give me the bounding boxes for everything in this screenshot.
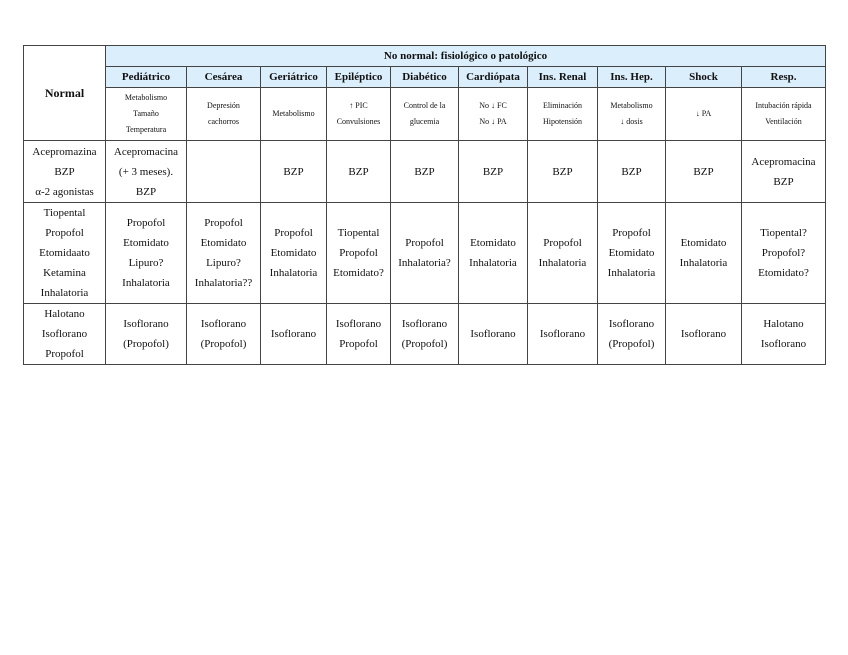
cell-line: ↓ dosis xyxy=(620,117,643,126)
cell-line: Isoflorano xyxy=(41,328,88,340)
table-cell xyxy=(459,304,528,365)
header-row-span xyxy=(24,46,826,67)
cell-line: glucemia xyxy=(409,117,440,126)
cell-line: Intubación rápida xyxy=(755,101,812,110)
cell-line: No ↓ PA xyxy=(479,117,507,126)
cell-line: Tiopental xyxy=(337,227,380,239)
column-header: Epiléptico xyxy=(327,67,391,88)
cell-line: BZP xyxy=(621,165,642,178)
table-cell xyxy=(598,141,666,203)
table-cell xyxy=(106,141,187,203)
table-cell xyxy=(187,141,261,203)
table-cell xyxy=(742,304,826,365)
cell-line: Hipotensión xyxy=(542,117,583,126)
cell-line: Propofol xyxy=(126,217,166,229)
table-cell xyxy=(391,304,459,365)
cell-line: Metabolismo xyxy=(610,101,653,110)
cell-line: Etomidato xyxy=(200,237,247,249)
cell-line: (Propofol) xyxy=(200,338,247,350)
table-cell xyxy=(187,203,261,304)
column-header: Cesárea xyxy=(187,67,261,88)
cell-line: Isoflorano xyxy=(270,328,317,340)
table-cell xyxy=(327,304,391,365)
cell-line: Acepromazina xyxy=(32,145,97,158)
column-subheader xyxy=(327,88,391,141)
cell-line: Isoflorano xyxy=(401,318,448,330)
cell-line: Halotano xyxy=(763,318,804,330)
cell-line: Etomidato xyxy=(270,247,317,259)
anesthesia-protocol-table xyxy=(23,45,826,365)
column-header: Cardiópata xyxy=(459,67,528,88)
cell-line: Inhalatoria xyxy=(469,257,517,269)
normal-cell xyxy=(24,141,106,203)
cell-line: Convulsiones xyxy=(336,117,381,126)
table-cell xyxy=(528,203,598,304)
table-cell xyxy=(187,304,261,365)
cell-line: BZP xyxy=(482,165,504,178)
cell-line: Control de la xyxy=(403,101,446,110)
cell-line: α-2 agonistas xyxy=(35,185,94,198)
cell-line: Inhalatoria xyxy=(122,277,170,289)
cell-line: BZP xyxy=(773,175,794,188)
cell-line: Propofol xyxy=(405,237,444,249)
cell-line: BZP xyxy=(54,165,75,178)
category-header-row xyxy=(24,67,826,88)
cell-line: Propofol xyxy=(204,217,243,229)
column-subheader xyxy=(666,88,742,141)
table-cell xyxy=(528,141,598,203)
table-cell xyxy=(742,203,826,304)
column-header: Ins. Renal xyxy=(528,67,598,88)
cell-line: Propofol xyxy=(45,348,84,360)
cell-line: (Propofol) xyxy=(123,338,169,350)
cell-line: Inhalatoria? xyxy=(398,257,451,269)
table-cell xyxy=(666,304,742,365)
table-cell xyxy=(459,141,528,203)
cell-line: Ketamina xyxy=(43,267,86,279)
cell-line: (+ 3 meses). xyxy=(118,165,174,178)
cell-line: Propofol xyxy=(45,227,84,239)
table-cell xyxy=(391,203,459,304)
cell-line: Inhalatoria xyxy=(269,267,318,279)
cell-line: Isoflorano xyxy=(200,318,247,330)
table-cell xyxy=(598,304,666,365)
table-cell xyxy=(261,141,327,203)
column-header: Pediátrico xyxy=(106,67,187,88)
cell-line: Inhalatoria xyxy=(40,287,89,299)
cell-line: Depresión xyxy=(207,101,240,110)
cell-line: BZP xyxy=(693,165,714,178)
cell-line: Etomidato? xyxy=(758,267,809,279)
cell-line: Acepromacina xyxy=(751,155,816,168)
cell-line: Isoflorano xyxy=(760,338,807,350)
subheader-row xyxy=(24,88,826,141)
cell-line: ↑ PIC xyxy=(349,101,368,110)
cell-line: BZP xyxy=(348,165,369,178)
column-header: Diabético xyxy=(391,67,459,88)
cell-line: Isoflorano xyxy=(123,318,169,330)
cell-line: (Propofol) xyxy=(608,338,655,350)
cell-line: Propofol xyxy=(543,237,582,249)
cell-line: BZP xyxy=(414,165,435,178)
table-cell xyxy=(742,141,826,203)
cell-line: Propofol xyxy=(339,338,378,350)
normal-cell xyxy=(24,304,106,365)
column-subheader xyxy=(598,88,666,141)
column-header: Shock xyxy=(666,67,742,88)
table-row-premedication xyxy=(24,141,826,203)
column-subheader xyxy=(187,88,261,141)
cell-line: Tiopental? xyxy=(760,227,807,239)
table-row-maintenance xyxy=(24,304,826,365)
table-cell xyxy=(106,304,187,365)
table-cell xyxy=(261,304,327,365)
column-subheader xyxy=(106,88,187,141)
cell-line: ↓ PA xyxy=(695,109,712,118)
cell-line: Metabolismo xyxy=(272,109,315,118)
column-subheader xyxy=(459,88,528,141)
cell-line: Etomidato? xyxy=(333,267,384,279)
cell-line: Isoflorano xyxy=(680,328,727,340)
cell-line: Isoflorano xyxy=(335,318,382,330)
table-cell xyxy=(327,141,391,203)
column-header: Geriátrico xyxy=(261,67,327,88)
cell-line: BZP xyxy=(552,165,573,178)
cell-line: Isoflorano xyxy=(539,328,586,340)
cell-line: BZP xyxy=(135,185,157,198)
table-cell xyxy=(459,203,528,304)
cell-line: Lipuro? xyxy=(206,257,241,269)
cell-line: BZP xyxy=(283,165,304,178)
cell-line: Propofol? xyxy=(761,247,806,259)
cell-line: (Propofol) xyxy=(401,338,448,350)
cell-line: Isoflorano xyxy=(608,318,655,330)
table-cell xyxy=(106,203,187,304)
cell-line: No ↓ FC xyxy=(479,101,507,110)
no-normal-header: No normal: fisiológico o patológico xyxy=(106,46,826,67)
cell-line: Acepromacina xyxy=(113,145,179,158)
cell-line: Etomidato xyxy=(608,247,655,259)
cell-line: Inhalatoria xyxy=(679,257,728,269)
table-cell xyxy=(261,203,327,304)
cell-line: Isoflorano xyxy=(470,328,516,340)
cell-line: Eliminación xyxy=(542,101,583,110)
normal-column-header: Normal xyxy=(24,46,106,141)
normal-cell xyxy=(24,203,106,304)
column-subheader xyxy=(391,88,459,141)
table-cell xyxy=(666,203,742,304)
table-cell xyxy=(391,141,459,203)
cell-line: Etomidato xyxy=(680,237,727,249)
cell-line: Ventilación xyxy=(765,117,802,126)
cell-line: Tiopental xyxy=(43,207,86,219)
table-cell xyxy=(327,203,391,304)
column-header: Ins. Hep. xyxy=(598,67,666,88)
cell-line: Etomidato xyxy=(470,237,516,249)
cell-line: Propofol xyxy=(274,227,313,239)
cell-line: Inhalatoria xyxy=(538,257,587,269)
cell-line: Propofol xyxy=(612,227,651,239)
cell-line: Etomidaato xyxy=(39,247,90,259)
cell-line: Halotano xyxy=(44,308,85,320)
table-cell xyxy=(528,304,598,365)
cell-line: cachorros xyxy=(207,117,240,126)
cell-line: Inhalatoria xyxy=(607,267,656,279)
column-header: Resp. xyxy=(742,67,826,88)
cell-line: Temperatura xyxy=(125,125,167,134)
cell-line: Tamaño xyxy=(133,109,159,118)
table-cell xyxy=(598,203,666,304)
cell-line: Inhalatoria?? xyxy=(194,277,253,289)
table-cell xyxy=(666,141,742,203)
table-row-induction xyxy=(24,203,826,304)
cell-line: Etomidato xyxy=(123,237,169,249)
cell-line: Propofol xyxy=(339,247,378,259)
column-subheader xyxy=(261,88,327,141)
column-subheader xyxy=(742,88,826,141)
cell-line: Metabolismo xyxy=(124,93,168,102)
cell-line: Lipuro? xyxy=(128,257,164,269)
column-subheader xyxy=(528,88,598,141)
